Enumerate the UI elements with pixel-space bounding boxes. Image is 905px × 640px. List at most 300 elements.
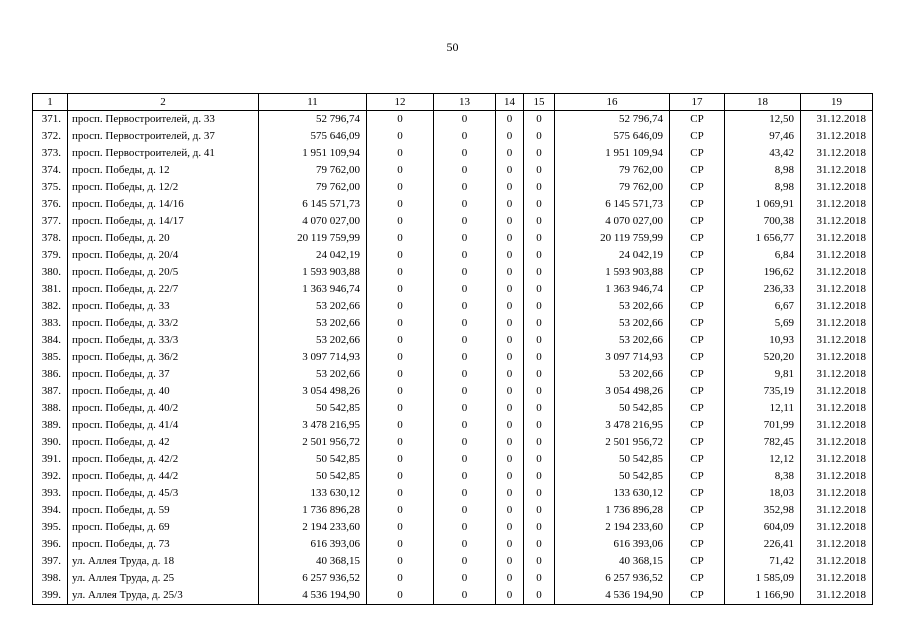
value-cell: 0 bbox=[434, 383, 496, 400]
value-cell: 0 bbox=[496, 383, 524, 400]
total-cell: 40 368,15 bbox=[555, 553, 670, 570]
column-header: 16 bbox=[555, 94, 670, 111]
table-row bbox=[33, 519, 873, 536]
code-cell: СР bbox=[670, 553, 725, 570]
total-cell: 50 542,85 bbox=[555, 451, 670, 468]
table-row bbox=[33, 332, 873, 349]
value-cell: 0 bbox=[496, 196, 524, 213]
date-cell: 31.12.2018 bbox=[801, 468, 873, 485]
value-cell: 0 bbox=[367, 264, 434, 281]
row-number-cell: 396. bbox=[33, 536, 68, 553]
value-cell: 43,42 bbox=[725, 145, 801, 162]
total-cell: 50 542,85 bbox=[555, 400, 670, 417]
date-cell: 31.12.2018 bbox=[801, 111, 873, 129]
value-cell: 0 bbox=[367, 434, 434, 451]
value-cell: 0 bbox=[367, 383, 434, 400]
total-cell: 1 363 946,74 bbox=[555, 281, 670, 298]
value-cell: 0 bbox=[434, 196, 496, 213]
date-cell: 31.12.2018 bbox=[801, 281, 873, 298]
value-cell: 0 bbox=[524, 162, 555, 179]
table-row bbox=[33, 366, 873, 383]
value-cell: 0 bbox=[367, 417, 434, 434]
value-cell: 1 585,09 bbox=[725, 570, 801, 587]
total-cell: 6 257 936,52 bbox=[555, 570, 670, 587]
table-row bbox=[33, 179, 873, 196]
amount-cell: 6 145 571,73 bbox=[259, 196, 367, 213]
value-cell: 0 bbox=[367, 332, 434, 349]
total-cell: 575 646,09 bbox=[555, 128, 670, 145]
table-row bbox=[33, 111, 873, 129]
code-cell: СР bbox=[670, 179, 725, 196]
row-number-cell: 394. bbox=[33, 502, 68, 519]
value-cell: 0 bbox=[367, 451, 434, 468]
value-cell: 701,99 bbox=[725, 417, 801, 434]
amount-cell: 53 202,66 bbox=[259, 332, 367, 349]
value-cell: 12,11 bbox=[725, 400, 801, 417]
amount-cell: 1 736 896,28 bbox=[259, 502, 367, 519]
value-cell: 0 bbox=[434, 179, 496, 196]
value-cell: 0 bbox=[524, 502, 555, 519]
total-cell: 2 501 956,72 bbox=[555, 434, 670, 451]
table-row bbox=[33, 485, 873, 502]
address-cell: просп. Победы, д. 33/2 bbox=[68, 315, 259, 332]
address-cell: просп. Победы, д. 14/16 bbox=[68, 196, 259, 213]
total-cell: 1 593 903,88 bbox=[555, 264, 670, 281]
value-cell: 8,38 bbox=[725, 468, 801, 485]
value-cell: 0 bbox=[434, 230, 496, 247]
code-cell: СР bbox=[670, 536, 725, 553]
total-cell: 53 202,66 bbox=[555, 332, 670, 349]
amount-cell: 133 630,12 bbox=[259, 485, 367, 502]
table-row bbox=[33, 502, 873, 519]
row-number-cell: 380. bbox=[33, 264, 68, 281]
date-cell: 31.12.2018 bbox=[801, 196, 873, 213]
value-cell: 782,45 bbox=[725, 434, 801, 451]
address-cell: просп. Победы, д. 42 bbox=[68, 434, 259, 451]
amount-cell: 50 542,85 bbox=[259, 451, 367, 468]
address-cell: просп. Победы, д. 42/2 bbox=[68, 451, 259, 468]
column-header: 17 bbox=[670, 94, 725, 111]
value-cell: 0 bbox=[434, 519, 496, 536]
value-cell: 0 bbox=[434, 417, 496, 434]
value-cell: 0 bbox=[524, 264, 555, 281]
value-cell: 0 bbox=[434, 264, 496, 281]
total-cell: 3 478 216,95 bbox=[555, 417, 670, 434]
row-number-cell: 379. bbox=[33, 247, 68, 264]
amount-cell: 20 119 759,99 bbox=[259, 230, 367, 247]
row-number-cell: 392. bbox=[33, 468, 68, 485]
row-number-cell: 374. bbox=[33, 162, 68, 179]
column-header: 14 bbox=[496, 94, 524, 111]
table-row bbox=[33, 400, 873, 417]
value-cell: 520,20 bbox=[725, 349, 801, 366]
value-cell: 0 bbox=[496, 128, 524, 145]
date-cell: 31.12.2018 bbox=[801, 383, 873, 400]
code-cell: СР bbox=[670, 213, 725, 230]
total-cell: 79 762,00 bbox=[555, 179, 670, 196]
amount-cell: 52 796,74 bbox=[259, 111, 367, 129]
date-cell: 31.12.2018 bbox=[801, 315, 873, 332]
address-cell: просп. Победы, д. 45/3 bbox=[68, 485, 259, 502]
value-cell: 0 bbox=[434, 315, 496, 332]
table-row bbox=[33, 383, 873, 400]
value-cell: 0 bbox=[524, 519, 555, 536]
table-row bbox=[33, 451, 873, 468]
row-number-cell: 372. bbox=[33, 128, 68, 145]
value-cell: 352,98 bbox=[725, 502, 801, 519]
address-cell: просп. Первостроителей, д. 33 bbox=[68, 111, 259, 129]
address-cell: просп. Победы, д. 12 bbox=[68, 162, 259, 179]
amount-cell: 2 501 956,72 bbox=[259, 434, 367, 451]
data-table bbox=[32, 93, 873, 605]
code-cell: СР bbox=[670, 519, 725, 536]
value-cell: 0 bbox=[434, 298, 496, 315]
value-cell: 9,81 bbox=[725, 366, 801, 383]
value-cell: 0 bbox=[524, 281, 555, 298]
row-number-cell: 388. bbox=[33, 400, 68, 417]
address-cell: просп. Победы, д. 73 bbox=[68, 536, 259, 553]
value-cell: 0 bbox=[496, 570, 524, 587]
code-cell: СР bbox=[670, 570, 725, 587]
value-cell: 0 bbox=[434, 366, 496, 383]
address-cell: просп. Победы, д. 40/2 bbox=[68, 400, 259, 417]
value-cell: 0 bbox=[367, 179, 434, 196]
row-number-cell: 387. bbox=[33, 383, 68, 400]
date-cell: 31.12.2018 bbox=[801, 400, 873, 417]
date-cell: 31.12.2018 bbox=[801, 434, 873, 451]
table-row bbox=[33, 468, 873, 485]
value-cell: 0 bbox=[367, 230, 434, 247]
code-cell: СР bbox=[670, 230, 725, 247]
table-row bbox=[33, 145, 873, 162]
value-cell: 0 bbox=[367, 536, 434, 553]
code-cell: СР bbox=[670, 349, 725, 366]
value-cell: 236,33 bbox=[725, 281, 801, 298]
address-cell: ул. Аллея Труда, д. 25/3 bbox=[68, 587, 259, 605]
value-cell: 0 bbox=[524, 536, 555, 553]
value-cell: 0 bbox=[434, 247, 496, 264]
value-cell: 10,93 bbox=[725, 332, 801, 349]
column-header: 1 bbox=[33, 94, 68, 111]
date-cell: 31.12.2018 bbox=[801, 536, 873, 553]
row-number-cell: 391. bbox=[33, 451, 68, 468]
value-cell: 0 bbox=[434, 485, 496, 502]
total-cell: 6 145 571,73 bbox=[555, 196, 670, 213]
code-cell: СР bbox=[670, 162, 725, 179]
amount-cell: 53 202,66 bbox=[259, 366, 367, 383]
value-cell: 0 bbox=[524, 145, 555, 162]
value-cell: 0 bbox=[434, 434, 496, 451]
column-header: 12 bbox=[367, 94, 434, 111]
value-cell: 0 bbox=[434, 213, 496, 230]
amount-cell: 40 368,15 bbox=[259, 553, 367, 570]
amount-cell: 79 762,00 bbox=[259, 162, 367, 179]
value-cell: 0 bbox=[524, 179, 555, 196]
row-number-cell: 383. bbox=[33, 315, 68, 332]
row-number-cell: 373. bbox=[33, 145, 68, 162]
address-cell: просп. Победы, д. 20/5 bbox=[68, 264, 259, 281]
date-cell: 31.12.2018 bbox=[801, 451, 873, 468]
value-cell: 0 bbox=[434, 332, 496, 349]
value-cell: 1 166,90 bbox=[725, 587, 801, 605]
table-row bbox=[33, 536, 873, 553]
value-cell: 0 bbox=[367, 570, 434, 587]
value-cell: 0 bbox=[524, 366, 555, 383]
value-cell: 0 bbox=[524, 111, 555, 129]
value-cell: 0 bbox=[524, 315, 555, 332]
total-cell: 20 119 759,99 bbox=[555, 230, 670, 247]
value-cell: 0 bbox=[496, 400, 524, 417]
row-number-cell: 375. bbox=[33, 179, 68, 196]
value-cell: 0 bbox=[434, 349, 496, 366]
column-header: 18 bbox=[725, 94, 801, 111]
address-cell: просп. Победы, д. 40 bbox=[68, 383, 259, 400]
amount-cell: 1 593 903,88 bbox=[259, 264, 367, 281]
row-number-cell: 386. bbox=[33, 366, 68, 383]
value-cell: 0 bbox=[434, 502, 496, 519]
value-cell: 0 bbox=[496, 298, 524, 315]
date-cell: 31.12.2018 bbox=[801, 162, 873, 179]
amount-cell: 3 478 216,95 bbox=[259, 417, 367, 434]
value-cell: 0 bbox=[524, 349, 555, 366]
date-cell: 31.12.2018 bbox=[801, 230, 873, 247]
code-cell: СР bbox=[670, 485, 725, 502]
value-cell: 0 bbox=[496, 213, 524, 230]
code-cell: СР bbox=[670, 434, 725, 451]
column-header: 11 bbox=[259, 94, 367, 111]
date-cell: 31.12.2018 bbox=[801, 485, 873, 502]
value-cell: 0 bbox=[367, 111, 434, 129]
date-cell: 31.12.2018 bbox=[801, 213, 873, 230]
code-cell: СР bbox=[670, 587, 725, 605]
value-cell: 0 bbox=[434, 553, 496, 570]
value-cell: 700,38 bbox=[725, 213, 801, 230]
value-cell: 196,62 bbox=[725, 264, 801, 281]
value-cell: 0 bbox=[496, 468, 524, 485]
column-header: 2 bbox=[68, 94, 259, 111]
table-row bbox=[33, 213, 873, 230]
value-cell: 0 bbox=[496, 162, 524, 179]
value-cell: 0 bbox=[367, 247, 434, 264]
value-cell: 0 bbox=[367, 281, 434, 298]
value-cell: 0 bbox=[524, 298, 555, 315]
value-cell: 0 bbox=[524, 570, 555, 587]
total-cell: 50 542,85 bbox=[555, 468, 670, 485]
value-cell: 0 bbox=[496, 519, 524, 536]
code-cell: СР bbox=[670, 417, 725, 434]
value-cell: 6,67 bbox=[725, 298, 801, 315]
column-header: 19 bbox=[801, 94, 873, 111]
value-cell: 0 bbox=[367, 502, 434, 519]
table-row bbox=[33, 247, 873, 264]
value-cell: 0 bbox=[496, 145, 524, 162]
total-cell: 24 042,19 bbox=[555, 247, 670, 264]
value-cell: 0 bbox=[367, 298, 434, 315]
amount-cell: 50 542,85 bbox=[259, 468, 367, 485]
value-cell: 0 bbox=[367, 162, 434, 179]
code-cell: СР bbox=[670, 281, 725, 298]
code-cell: СР bbox=[670, 383, 725, 400]
value-cell: 0 bbox=[367, 587, 434, 605]
value-cell: 0 bbox=[496, 587, 524, 605]
row-number-cell: 378. bbox=[33, 230, 68, 247]
code-cell: СР bbox=[670, 332, 725, 349]
value-cell: 0 bbox=[524, 400, 555, 417]
value-cell: 226,41 bbox=[725, 536, 801, 553]
value-cell: 0 bbox=[496, 315, 524, 332]
table-row bbox=[33, 553, 873, 570]
column-header: 13 bbox=[434, 94, 496, 111]
total-cell: 1 951 109,94 bbox=[555, 145, 670, 162]
value-cell: 0 bbox=[496, 536, 524, 553]
page-number: 50 bbox=[446, 40, 459, 54]
total-cell: 52 796,74 bbox=[555, 111, 670, 129]
row-number-cell: 377. bbox=[33, 213, 68, 230]
date-cell: 31.12.2018 bbox=[801, 502, 873, 519]
table-row bbox=[33, 434, 873, 451]
date-cell: 31.12.2018 bbox=[801, 298, 873, 315]
total-cell: 4 070 027,00 bbox=[555, 213, 670, 230]
value-cell: 0 bbox=[367, 196, 434, 213]
row-number-cell: 390. bbox=[33, 434, 68, 451]
row-number-cell: 399. bbox=[33, 587, 68, 605]
code-cell: СР bbox=[670, 145, 725, 162]
amount-cell: 2 194 233,60 bbox=[259, 519, 367, 536]
value-cell: 0 bbox=[496, 502, 524, 519]
date-cell: 31.12.2018 bbox=[801, 366, 873, 383]
amount-cell: 616 393,06 bbox=[259, 536, 367, 553]
column-header: 15 bbox=[524, 94, 555, 111]
table-row bbox=[33, 587, 873, 605]
total-cell: 53 202,66 bbox=[555, 298, 670, 315]
total-cell: 2 194 233,60 bbox=[555, 519, 670, 536]
value-cell: 0 bbox=[367, 366, 434, 383]
amount-cell: 6 257 936,52 bbox=[259, 570, 367, 587]
code-cell: СР bbox=[670, 196, 725, 213]
value-cell: 0 bbox=[524, 128, 555, 145]
value-cell: 18,03 bbox=[725, 485, 801, 502]
value-cell: 0 bbox=[496, 349, 524, 366]
value-cell: 12,50 bbox=[725, 111, 801, 129]
address-cell: просп. Победы, д. 22/7 bbox=[68, 281, 259, 298]
value-cell: 97,46 bbox=[725, 128, 801, 145]
value-cell: 0 bbox=[367, 553, 434, 570]
value-cell: 0 bbox=[524, 553, 555, 570]
value-cell: 0 bbox=[434, 128, 496, 145]
total-cell: 79 762,00 bbox=[555, 162, 670, 179]
total-cell: 1 736 896,28 bbox=[555, 502, 670, 519]
value-cell: 1 069,91 bbox=[725, 196, 801, 213]
value-cell: 0 bbox=[524, 213, 555, 230]
total-cell: 4 536 194,90 bbox=[555, 587, 670, 605]
address-cell: просп. Победы, д. 69 bbox=[68, 519, 259, 536]
value-cell: 0 bbox=[434, 536, 496, 553]
value-cell: 8,98 bbox=[725, 162, 801, 179]
amount-cell: 50 542,85 bbox=[259, 400, 367, 417]
value-cell: 0 bbox=[496, 553, 524, 570]
date-cell: 31.12.2018 bbox=[801, 145, 873, 162]
address-cell: просп. Победы, д. 12/2 bbox=[68, 179, 259, 196]
address-cell: просп. Победы, д. 37 bbox=[68, 366, 259, 383]
value-cell: 1 656,77 bbox=[725, 230, 801, 247]
value-cell: 0 bbox=[524, 451, 555, 468]
code-cell: СР bbox=[670, 264, 725, 281]
value-cell: 0 bbox=[434, 451, 496, 468]
amount-cell: 1 363 946,74 bbox=[259, 281, 367, 298]
address-cell: просп. Победы, д. 20 bbox=[68, 230, 259, 247]
date-cell: 31.12.2018 bbox=[801, 128, 873, 145]
date-cell: 31.12.2018 bbox=[801, 587, 873, 605]
row-number-cell: 395. bbox=[33, 519, 68, 536]
amount-cell: 4 536 194,90 bbox=[259, 587, 367, 605]
row-number-cell: 382. bbox=[33, 298, 68, 315]
value-cell: 6,84 bbox=[725, 247, 801, 264]
code-cell: СР bbox=[670, 298, 725, 315]
address-cell: просп. Победы, д. 14/17 bbox=[68, 213, 259, 230]
date-cell: 31.12.2018 bbox=[801, 519, 873, 536]
value-cell: 0 bbox=[367, 400, 434, 417]
value-cell: 0 bbox=[367, 128, 434, 145]
table-row bbox=[33, 298, 873, 315]
value-cell: 0 bbox=[367, 315, 434, 332]
amount-cell: 79 762,00 bbox=[259, 179, 367, 196]
date-cell: 31.12.2018 bbox=[801, 179, 873, 196]
value-cell: 0 bbox=[524, 417, 555, 434]
date-cell: 31.12.2018 bbox=[801, 553, 873, 570]
table-row bbox=[33, 315, 873, 332]
table-row bbox=[33, 570, 873, 587]
address-cell: ул. Аллея Труда, д. 25 bbox=[68, 570, 259, 587]
value-cell: 0 bbox=[434, 281, 496, 298]
value-cell: 0 bbox=[524, 332, 555, 349]
value-cell: 0 bbox=[496, 332, 524, 349]
value-cell: 0 bbox=[524, 587, 555, 605]
value-cell: 0 bbox=[434, 400, 496, 417]
value-cell: 71,42 bbox=[725, 553, 801, 570]
code-cell: СР bbox=[670, 468, 725, 485]
value-cell: 0 bbox=[367, 349, 434, 366]
value-cell: 0 bbox=[496, 281, 524, 298]
code-cell: СР bbox=[670, 315, 725, 332]
code-cell: СР bbox=[670, 451, 725, 468]
code-cell: СР bbox=[670, 366, 725, 383]
total-cell: 53 202,66 bbox=[555, 366, 670, 383]
value-cell: 0 bbox=[496, 230, 524, 247]
value-cell: 0 bbox=[434, 587, 496, 605]
amount-cell: 1 951 109,94 bbox=[259, 145, 367, 162]
amount-cell: 53 202,66 bbox=[259, 298, 367, 315]
table-row bbox=[33, 128, 873, 145]
value-cell: 0 bbox=[434, 570, 496, 587]
address-cell: просп. Победы, д. 20/4 bbox=[68, 247, 259, 264]
row-number-cell: 397. bbox=[33, 553, 68, 570]
table-row bbox=[33, 196, 873, 213]
address-cell: просп. Победы, д. 41/4 bbox=[68, 417, 259, 434]
value-cell: 0 bbox=[524, 230, 555, 247]
table-row bbox=[33, 264, 873, 281]
value-cell: 0 bbox=[524, 247, 555, 264]
code-cell: СР bbox=[670, 502, 725, 519]
value-cell: 0 bbox=[434, 111, 496, 129]
row-number-cell: 381. bbox=[33, 281, 68, 298]
code-cell: СР bbox=[670, 400, 725, 417]
row-number-cell: 371. bbox=[33, 111, 68, 129]
table-row bbox=[33, 162, 873, 179]
table-row bbox=[33, 417, 873, 434]
amount-cell: 575 646,09 bbox=[259, 128, 367, 145]
amount-cell: 3 054 498,26 bbox=[259, 383, 367, 400]
value-cell: 0 bbox=[367, 468, 434, 485]
